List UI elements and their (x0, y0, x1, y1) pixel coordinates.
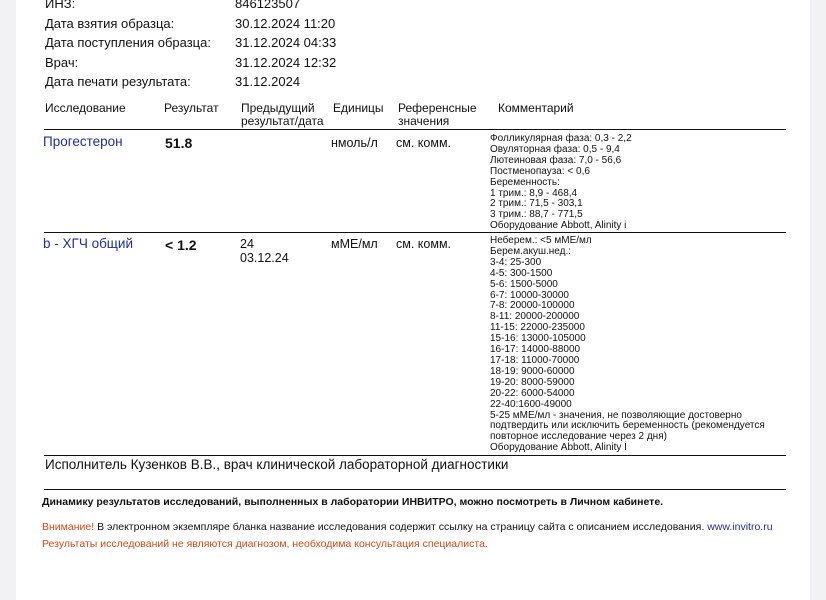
footer-divider (44, 489, 786, 490)
row-divider (44, 232, 786, 233)
result-value-progesterone: 51.8 (165, 135, 193, 151)
comment-hcg (490, 236, 786, 454)
comment-line: Неберем.: <5 мМЕ/мл (490, 235, 592, 246)
dynamic-note: Динамику результатов исследований, выполненных в лаборатории ИНВИТРО, можно посмотреть в Личном кабинете. (42, 496, 664, 508)
comment-line: Постменопауза: < 0,6 (490, 165, 590, 177)
notice-text: В электронном экземпляре бланка название исследования содержит ссылку на страницу сайта с описанием исследования. (94, 521, 708, 533)
comment-line: 8-11: 20000-200000 (490, 311, 580, 323)
header-result: Результат (164, 101, 219, 115)
comment-line: 16-17: 14000-88000 (490, 344, 581, 356)
header-reference-line2: значения (398, 114, 450, 128)
comment-line: 20-22: 6000-54000 (490, 387, 575, 399)
sample-taken-value: 30.12.2024 11:20 (235, 15, 336, 31)
header-comment: Комментарий (498, 101, 574, 115)
units-hcg: мМЕ/мл (331, 237, 378, 251)
comment-line: 7-8: 20000-100000 (490, 300, 575, 312)
test-link-hcg[interactable]: b - ХГЧ общий (43, 236, 133, 251)
comment-line: 3-4: 25-300 (490, 256, 542, 268)
comment-line: 17-18: 11000-70000 (490, 354, 580, 366)
inz-value: 846123507 (235, 0, 301, 11)
reference-progesterone: см. комм. (396, 136, 452, 150)
inz-label: ИНЗ: (45, 0, 76, 11)
print-date-label: Дата печати результата: (45, 74, 191, 89)
print-date-value: 31.12.2024 (235, 74, 301, 89)
comment-progesterone (490, 134, 632, 232)
previous-value-hcg: 24 (240, 237, 254, 251)
comment-line: 6-7: 10000-30000 (490, 289, 569, 301)
comment-line: 15-16: 13000-105000 (490, 333, 586, 345)
header-units: Единицы (333, 101, 384, 115)
comment-line: 11-15: 22000-235000 (490, 322, 585, 334)
warning-label: Внимание! (42, 521, 95, 533)
performer: Исполнитель Кузенков В.В., врач клинической лабораторной диагностики (45, 457, 509, 472)
doctor-value: 31.12.2024 12:32 (235, 54, 337, 70)
comment-line: Берем.акуш.нед.: (490, 245, 572, 257)
reference-hcg: см. комм. (396, 237, 452, 251)
comment-line: 3 трим.: 88,7 - 771,5 (490, 209, 583, 221)
comment-line: 19-20: 8000-59000 (490, 376, 575, 388)
header-reference-line1: Референсные (398, 101, 477, 115)
comment-line: Беременность: (490, 176, 560, 188)
comment-line: Лютеиновая фаза: 7,0 - 56,6 (490, 154, 622, 166)
header-previous-line2: результат/дата (241, 114, 324, 128)
comment-line: 22-40:1600-49000 (490, 398, 572, 410)
previous-date-hcg: 03.12.24 (240, 251, 289, 265)
comment-line: 4-5: 300-1500 (490, 267, 553, 279)
units-progesterone: нмоль/л (331, 136, 378, 150)
sample-received-label: Дата поступления образца: (45, 35, 211, 50)
website-link[interactable]: www.invitro.ru (707, 521, 773, 533)
comment-line: 18-19: 9000-60000 (490, 365, 575, 377)
header-previous-line1: Предыдущий (241, 101, 315, 115)
comment-line: 5-6: 1500-5000 (490, 278, 558, 290)
notice (42, 521, 773, 533)
sample-taken-label: Дата взятия образца: (45, 15, 175, 31)
sample-received-value: 31.12.2024 04:33 (235, 35, 337, 50)
comment-line: Оборудование Abbott, Alinity i (490, 220, 627, 232)
disclaimer: Результаты исследований не являются диагнозом, необходима консультация специалиста. (42, 538, 488, 550)
table-bottom-divider (44, 455, 786, 456)
comment-note: 5-25 мМЕ/мл - значения, не позволяющие достоверно подтвердить или исключить беременность (рекомендуется повторное исследование через 2 дня) (490, 409, 765, 443)
header-test: Исследование (45, 101, 126, 115)
doctor-label: Врач: (45, 54, 79, 70)
header-divider (44, 129, 786, 130)
comment-line: 1 трим.: 8,9 - 468,4 (490, 187, 578, 199)
result-value-hcg: < 1.2 (165, 237, 197, 253)
comment-line: 2 трим.: 71,5 - 303,1 (490, 198, 583, 210)
comment-equipment: Оборудование Abbott, Alinity I (490, 442, 627, 454)
test-link-progesterone[interactable]: Прогестерон (43, 134, 123, 149)
comment-line: Овуляторная фаза: 0,5 - 9,4 (490, 143, 620, 155)
comment-line: Фолликулярная фаза: 0,3 - 2,2 (490, 133, 632, 144)
